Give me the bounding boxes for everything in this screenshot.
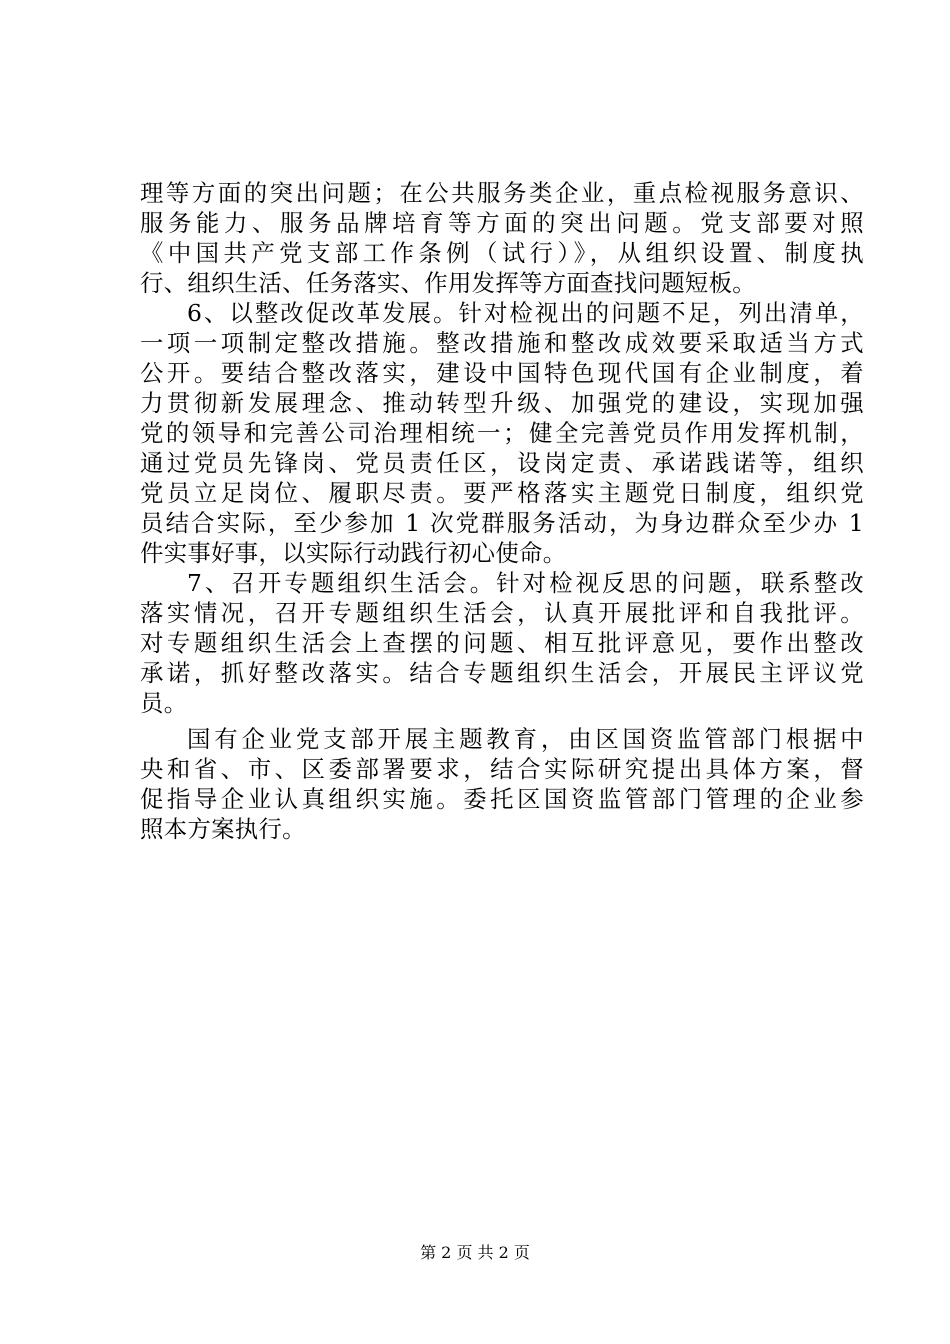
text-line: 通过党员先锋岗、党员责任区，设岗定责、承诺践诺等，组织 (140, 449, 864, 477)
paragraph-6-first-line: 6、以整改促改革发展。针对检视出的问题不足，列出清单， (187, 299, 864, 327)
text-line: 对专题组织生活会上查摆的问题、相互批评意见，要作出整改 (140, 629, 864, 657)
text-line: 员结合实际，至少参加 1 次党群服务活动，为身边群众至少办 1 (140, 509, 864, 537)
text-line: 行、组织生活、任务落实、作用发挥等方面查找问题短板。 (140, 269, 756, 297)
text-line: 公开。要结合整改落实，建设中国特色现代国有企业制度，着 (140, 359, 864, 387)
paragraph-7-first-line: 7、召开专题组织生活会。针对检视反思的问题，联系整改 (187, 569, 864, 597)
text-line: 服务能力、服务品牌培育等方面的突出问题。党支部要对照 (140, 209, 864, 237)
text-line: 承诺，抓好整改落实。结合专题组织生活会，开展民主评议党 (140, 659, 864, 687)
text-line: 党的领导和完善公司治理相统一；健全完善党员作用发挥机制， (140, 419, 864, 447)
text-line: 央和省、市、区委部署要求，结合实际研究提出具体方案，督 (140, 755, 864, 783)
text-line: 《中国共产党支部工作条例（试行）》，从组织设置、制度执 (140, 239, 864, 267)
text-line: 照本方案执行。 (140, 815, 306, 843)
text-line: 员。 (140, 689, 188, 717)
text-line: 理等方面的突出问题；在公共服务类企业，重点检视服务意识、 (140, 179, 864, 207)
closing-paragraph-first-line: 国有企业党支部开展主题教育，由区国资监管部门根据中 (187, 725, 864, 753)
text-line: 促指导企业认真组织实施。委托区国资监管部门管理的企业参 (140, 785, 864, 813)
text-line: 党员立足岗位、履职尽责。要严格落实主题党日制度，组织党 (140, 479, 864, 507)
text-line: 力贯彻新发展理念、推动转型升级、加强党的建设，实现加强 (140, 389, 864, 417)
text-line: 件实事好事，以实际行动践行初心使命。 (140, 539, 567, 567)
text-line: 一项一项制定整改措施。整改措施和整改成效要采取适当方式 (140, 329, 864, 357)
page-number-footer: 第 2 页 共 2 页 (420, 1243, 530, 1262)
text-line: 落实情况，召开专题组织生活会，认真开展批评和自我批评。 (140, 599, 864, 627)
